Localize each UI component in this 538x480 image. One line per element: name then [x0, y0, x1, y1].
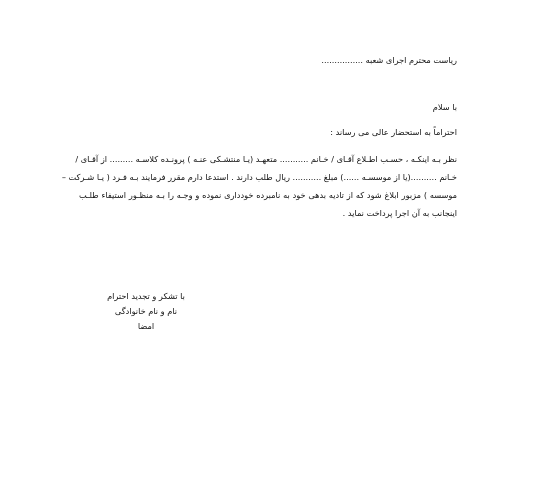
closing-signature: امضا [137, 321, 155, 331]
recipient-line: ریاست محترم اجرای شعبه ................ [321, 55, 457, 65]
closing-name: نام و نام خانوادگی [114, 306, 178, 316]
intro-line: احتراماً به استحضار عالی می رساند : [330, 127, 457, 137]
body-line-1: نظر بـه اینکـه ، حسـب اطـلاع آقـای / خـانم ........... متعهـد (یـا منتشـکی عنـه ) پرونـده کلاسـه ......... از آقـای / [75, 154, 457, 164]
greeting: با سلام [432, 102, 457, 112]
body-line-3: موسسه ) مزبور ابلاغ شود که از تادیه بدهی خود به نامبرده خودداری نموده و وجـه را بـه منظـور استیفاء طلـب [79, 190, 457, 200]
body-line-4: اینجانب به آن اجرا پرداخت نماید . [342, 208, 457, 218]
closing-regards: با تشکر و تجدید احترام [107, 291, 185, 301]
body-line-2: خـانم ..........(یا از موسسـه ......) مبلغ ........... ریال طلب دارند . استدعا دارم مقرر فرمایند بـه فـرد ( یـا شـرکت – [61, 172, 457, 182]
letter-body [61, 150, 457, 222]
closing-block [104, 289, 188, 334]
